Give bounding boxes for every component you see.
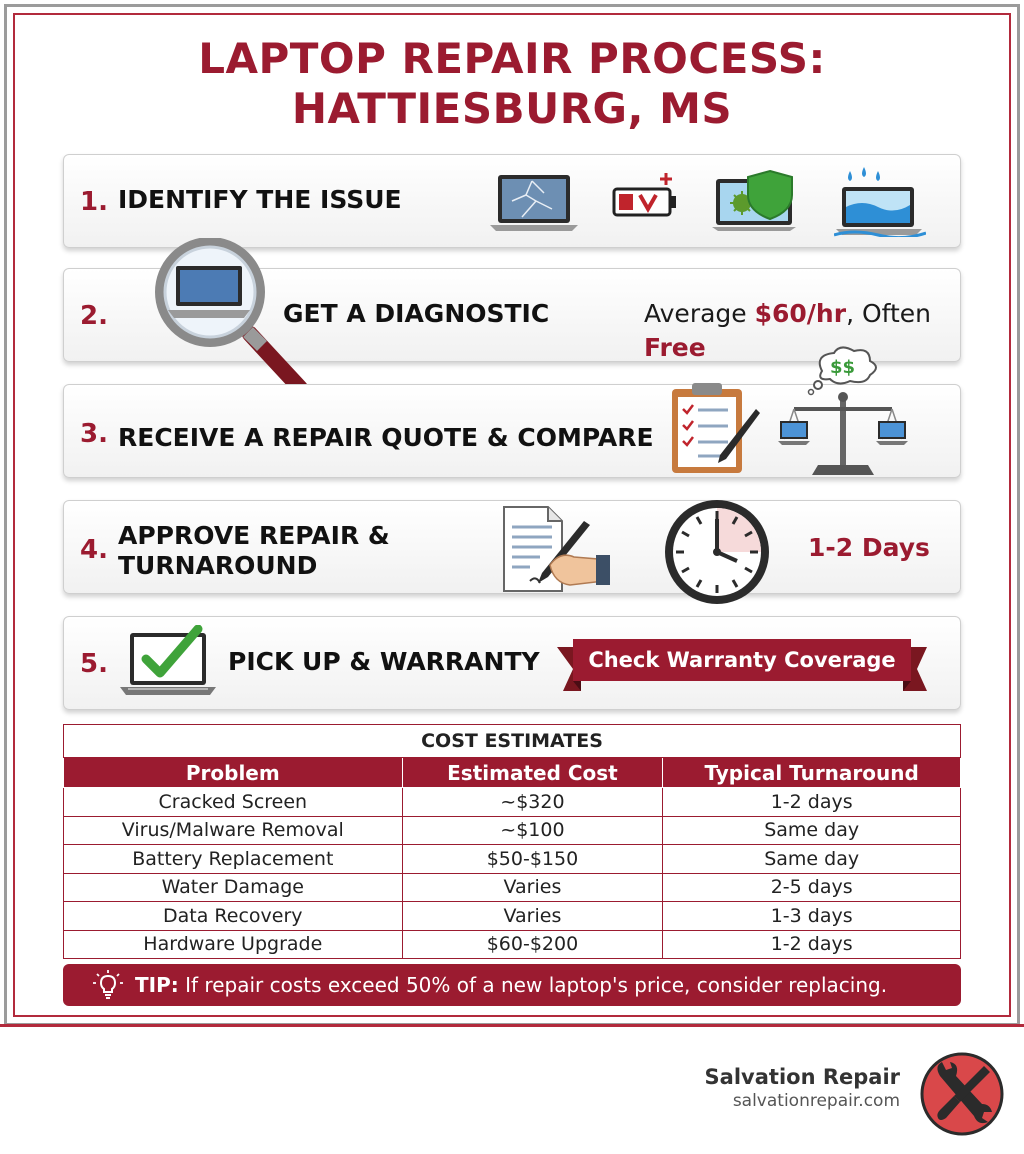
lightbulb-icon [93,970,123,1000]
table-row [64,845,961,874]
step-title: RECEIVE A REPAIR QUOTE & COMPARE [118,423,654,452]
clock-icon [662,497,772,607]
step-4-card [63,500,961,594]
note-price: $60/hr [754,299,847,328]
step-number: 5. [80,649,108,679]
cell-turnaround: Same day [663,816,961,845]
tip-banner [63,964,961,1006]
cell-cost: ~$100 [402,816,663,845]
bottom-rule [0,1024,1024,1027]
cell-cost: ~$320 [402,788,663,817]
cell-cost: Varies [402,873,663,902]
cell-turnaround: 1-3 days [663,902,961,931]
table-row [64,816,961,845]
cell-turnaround: Same day [663,845,961,874]
cell-cost: $50-$150 [402,845,663,874]
step-title-line-1: APPROVE REPAIR & [118,521,390,550]
note-prefix: Average [644,299,755,328]
step-number: 3. [80,419,108,449]
table-caption: COST ESTIMATES [64,725,961,758]
tip-label: TIP: [135,973,179,997]
cell-turnaround: 1-2 days [663,788,961,817]
brand-name: Salvation Repair [704,1065,900,1089]
cell-cost: Varies [402,902,663,931]
turnaround-days: 1-2 Days [808,533,930,562]
header-typical-turnaround: Typical Turnaround [663,758,961,788]
magnifier-laptop-icon [150,238,320,408]
step-title: IDENTIFY THE ISSUE [118,185,402,214]
table-row [64,902,961,931]
header-estimated-cost: Estimated Cost [402,758,663,788]
warranty-ribbon [557,637,927,691]
cell-problem: Water Damage [64,873,403,902]
table-row [64,930,961,959]
tip-text [135,973,887,997]
tip-body: If repair costs exceed 50% of a new laptop's price, consider replacing. [178,973,888,997]
wrench-screwdriver-logo-icon [920,1052,1004,1136]
cell-problem: Battery Replacement [64,845,403,874]
cell-cost: $60-$200 [402,930,663,959]
step-number: 4. [80,535,108,565]
title-line-2: HATTIESBURG, MS [291,84,733,133]
step-3-card [63,357,961,478]
malware-shield-icon [712,167,806,233]
table-row [64,788,961,817]
cracked-laptop-icon [488,171,580,233]
note-free: Free [644,333,706,362]
cell-problem: Cracked Screen [64,788,403,817]
table-row [64,873,961,902]
step-5-card [63,616,961,710]
step-title: GET A DIAGNOSTIC [283,299,550,328]
cell-turnaround: 2-5 days [663,873,961,902]
bubble-dollars: $$ [830,357,856,378]
cell-turnaround: 1-2 days [663,930,961,959]
title-line-1: LAPTOP REPAIR PROCESS: [198,34,826,83]
header-problem: Problem [64,758,403,788]
laptop-checkmark-icon [118,625,220,701]
signing-document-icon [500,503,612,595]
page-title [0,34,1024,134]
step-number: 2. [80,301,108,331]
water-damage-icon [834,165,926,237]
battery-icon [610,171,680,221]
balance-scale-icon [778,345,928,479]
cell-problem: Hardware Upgrade [64,930,403,959]
step-title: PICK UP & WARRANTY [228,647,540,676]
ribbon-label: Check Warranty Coverage [588,648,896,672]
cost-estimates-table [63,724,961,959]
cell-problem: Data Recovery [64,902,403,931]
brand-url[interactable]: salvationrepair.com [732,1091,900,1111]
step-title-line-2: TURNAROUND [118,551,318,580]
note-mid: , Often [846,299,932,328]
clipboard-checklist-icon [668,379,764,477]
cell-problem: Virus/Malware Removal [64,816,403,845]
step-number: 1. [80,187,108,217]
step-1-card [63,154,961,248]
